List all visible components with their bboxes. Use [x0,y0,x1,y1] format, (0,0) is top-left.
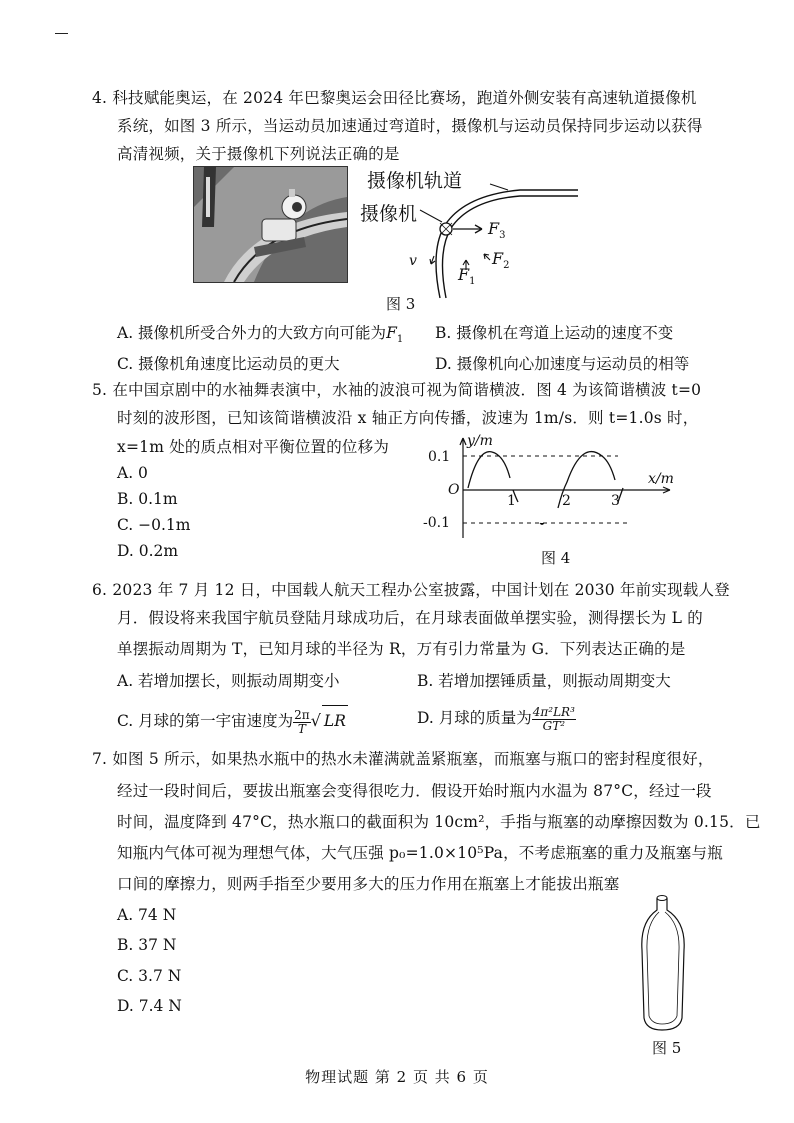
f2-var: F [492,249,504,268]
q6-option-c-num: 2π [294,707,310,722]
q6-line-1: 6. 2023 年 7 月 12 日，中国载人航天工程办公室披露，中国计划在 2030 年前实现载人登 [92,581,730,599]
camera-photo [193,166,348,283]
q4-option-b: B. 摄像机在弯道上运动的速度不变 [435,324,674,342]
q6-option-d-num: 4π²LR³ [532,704,575,719]
wave-x-tick-2: 2 [562,493,571,509]
f3-sub: 3 [499,230,506,242]
v-label: v [409,253,417,269]
q5-option-b: B. 0.1m [117,490,178,508]
camera-photo-illustration [194,167,347,282]
figure-4-caption: 图 4 [541,549,571,567]
q6-option-d-den: GT² [542,718,566,733]
q4-option-a-var: F [386,324,397,342]
wave-x-label: x/m [648,471,674,487]
q5-line-1: 5. 在中国京剧中的水袖舞表演中，水袖的波浪可视为简谐横波．图 4 为该简谐横波 t=0 [92,381,702,399]
q4-option-d: D. 摄像机向心加速度与运动员的相等 [435,355,690,373]
q7-option-c: C. 3.7 N [117,967,182,985]
f1-label [458,265,475,287]
wave-x-tick-3: 3 [611,493,620,509]
track-label: 摄像机轨道 [367,170,463,192]
q7-option-d: D. 7.4 N [117,997,182,1015]
f2-sub: 2 [503,260,510,272]
thermos-bottle-drawing [628,890,698,1035]
f3-label [488,219,505,241]
f1-sub: 1 [469,276,476,288]
q6-line-2: 月．假设将来我国宇航员登陆月球成功后，在月球表面做单摆实验，测得摆长为 L 的 [117,609,703,627]
q6-option-c-text: C. 月球的第一宇宙速度为 [117,712,294,730]
camera-label: 摄像机 [360,203,418,225]
q4-option-a-text: A. 摄像机所受合外力的大致方向可能为 [117,324,387,342]
wave-y-neg-label: -0.1 [423,515,450,531]
q7-line-1: 7. 如图 5 所示，如果热水瓶中的热水未灌满就盖紧瓶塞，而瓶塞与瓶口的密封程度很好， [92,750,714,768]
q4-line-1: 4. 科技赋能奥运，在 2024 年巴黎奥运会田径比赛场，跑道外侧安装有高速轨道摄像机 [92,89,697,107]
q6-option-d [417,703,576,733]
q7-line-4: 知瓶内气体可视为理想气体，大气压强 p₀=1.0×10⁵Pa，不考虑瓶塞的重力及瓶塞与瓶 [117,844,723,862]
q4-option-a-sub: 1 [396,334,404,346]
q4-option-c: C. 摄像机角速度比运动员的更大 [117,355,340,373]
q4-option-a [117,322,403,351]
q6-option-d-text: D. 月球的质量为 [417,709,532,727]
q5-line-3: x=1m 处的质点相对平衡位置的位移为 [117,438,390,456]
figure-3-caption: 图 3 [386,295,416,313]
q6-option-c-radicand: LR [322,705,348,736]
q7-line-5: 口间的摩擦力，则两手指至少要用多大的压力作用在瓶塞上才能拔出瓶塞 [117,875,620,893]
q7-line-3: 时间，温度降到 47°C，热水瓶口的截面积为 10cm²，手指与瓶塞的动摩擦因数为 0.15．已 [117,813,761,831]
q6-option-c-fraction [293,709,311,736]
q6-option-d-fraction [532,706,576,733]
q6-option-a: A. 若增加摆长，则振动周期变小 [117,672,340,690]
wave-x-tick-1: 1 [507,493,516,509]
q5-option-a: A. 0 [117,464,148,482]
q6-line-3: 单摆振动周期为 T，已知月球的半径为 R，万有引力常量为 G．下列表达正确的是 [117,640,686,658]
q4-line-2: 系统，如图 3 所示，当运动员加速通过弯道时，摄像机与运动员保持同步运动以获得 [117,117,703,135]
q7-option-a: A. 74 N [117,906,177,924]
page-footer: 物理试题 第 2 页 共 6 页 [305,1068,489,1086]
sqrt-sign: √ [310,711,321,730]
q6-option-c [117,705,348,736]
wave-y-label: y/m [467,433,493,449]
q5-line-2: 时刻的波形图，已知该简谐横波沿 x 轴正方向传播，波速为 1m/s．则 t=1.0s 时， [117,409,699,427]
f3-var: F [488,219,500,238]
q7-option-b: B. 37 N [117,936,177,954]
f1-var: F [458,265,470,284]
q6-option-c-den: T [297,721,306,736]
wave-y-pos-label: 0.1 [428,449,451,465]
q7-line-2: 经过一段时间后，要拔出瓶塞会变得很吃力．假设开始时瓶内水温为 87°C，经过一段 [117,782,712,800]
figure-5-caption: 图 5 [652,1039,682,1057]
q6-option-b: B. 若增加摆锤质量，则振动周期变大 [417,672,671,690]
q5-option-c: C. −0.1m [117,516,191,534]
q4-line-3: 高清视频，关于摄像机下列说法正确的是 [117,145,400,163]
corner-mark [55,33,68,34]
q5-option-d: D. 0.2m [117,542,179,560]
f2-label [492,249,509,271]
wave-origin-label: O [448,482,460,498]
